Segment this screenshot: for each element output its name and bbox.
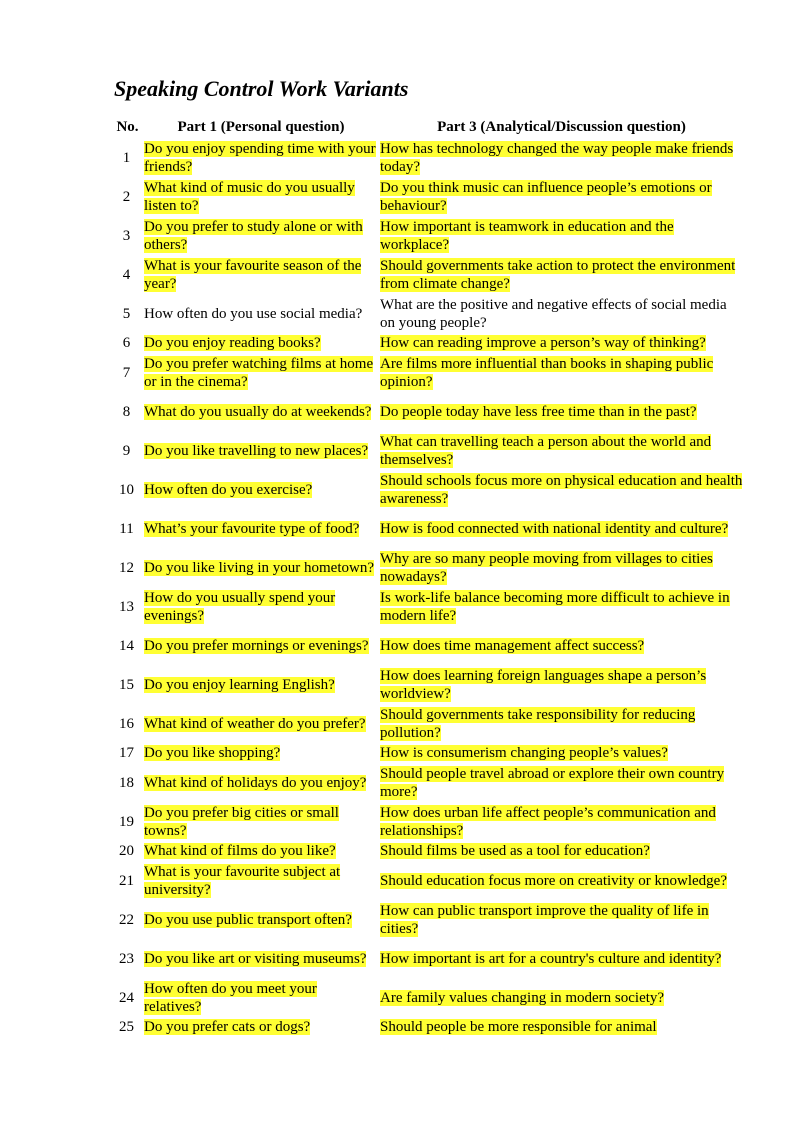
part3-cell xyxy=(379,587,744,626)
row-number: 4 xyxy=(122,266,131,283)
part3-question: Should people be more responsible for animal xyxy=(380,1019,657,1035)
part1-question: Do you prefer mornings or evenings? xyxy=(144,637,369,654)
row-number: 16 xyxy=(119,715,134,732)
part3-question: Should governments take responsibility for reducing pollution? xyxy=(380,706,696,741)
table-row xyxy=(112,704,744,743)
part3-question: How important is teamwork in education and the workplace? xyxy=(380,218,674,253)
part1-question: Do you like art or visiting museums? xyxy=(144,950,367,967)
part1-cell xyxy=(143,978,379,1017)
part3-cell xyxy=(379,470,744,509)
part1-cell xyxy=(143,470,379,509)
table-row xyxy=(112,1017,744,1037)
part3-question: How is consumerism changing people’s values? xyxy=(380,745,668,761)
part1-question: What’s your favourite type of food? xyxy=(144,520,360,537)
part1-question: Do you enjoy spending time with your friends? xyxy=(144,140,376,175)
row-number: 7 xyxy=(122,364,131,381)
part3-cell xyxy=(379,216,744,255)
table-row xyxy=(112,939,744,978)
row-number: 25 xyxy=(119,1019,134,1035)
part1-question: What is your favourite subject at university? xyxy=(144,863,341,898)
part3-cell xyxy=(379,626,744,665)
part1-cell xyxy=(143,216,379,255)
part3-cell xyxy=(379,841,744,861)
table-row xyxy=(112,743,744,763)
table-row xyxy=(112,861,744,900)
part3-cell xyxy=(379,509,744,548)
part1-question: What kind of films do you like? xyxy=(144,843,336,859)
page-title: Speaking Control Work Variants xyxy=(114,76,409,101)
part3-question: Are films more influential than books in shaping public opinion? xyxy=(380,355,714,390)
part1-question: What kind of music do you usually listen to? xyxy=(144,179,355,214)
part3-cell xyxy=(379,861,744,900)
part1-question: Do you prefer big cities or small towns? xyxy=(144,804,339,839)
part1-question: How do you usually spend your evenings? xyxy=(144,589,336,624)
part1-cell xyxy=(143,509,379,548)
part3-question: How does urban life affect people’s communication and relationships? xyxy=(380,804,716,839)
table-row xyxy=(112,900,744,939)
part3-cell xyxy=(379,665,744,704)
row-number: 12 xyxy=(119,559,134,576)
table-row xyxy=(112,841,744,861)
part1-cell xyxy=(143,665,379,704)
part1-cell xyxy=(143,900,379,939)
row-number: 2 xyxy=(122,188,131,205)
table-row xyxy=(112,138,744,177)
part1-question: Do you prefer watching films at home or in the cinema? xyxy=(144,355,374,390)
part1-cell xyxy=(143,333,379,353)
table-row xyxy=(112,763,744,802)
row-number: 20 xyxy=(119,843,134,859)
part1-cell xyxy=(143,763,379,802)
part1-cell xyxy=(143,548,379,587)
table-row xyxy=(112,333,744,353)
row-number: 8 xyxy=(122,403,131,420)
part3-question: Should schools focus more on physical education and health awareness? xyxy=(380,472,743,507)
part3-cell xyxy=(379,333,744,353)
part3-cell xyxy=(379,704,744,743)
part3-question: Should people travel abroad or explore their own country more? xyxy=(380,765,725,800)
part3-cell xyxy=(379,900,744,939)
part3-cell xyxy=(379,939,744,978)
part1-question: How often do you meet your relatives? xyxy=(144,980,317,1015)
row-number: 6 xyxy=(122,335,131,351)
part3-question: Is work-life balance becoming more difficult to achieve in modern life? xyxy=(380,589,730,624)
part1-question: What kind of holidays do you enjoy? xyxy=(144,774,367,791)
part1-cell xyxy=(143,392,379,431)
row-number: 24 xyxy=(119,989,134,1006)
part1-question: Do you use public transport often? xyxy=(144,911,352,928)
table-row xyxy=(112,294,744,333)
part1-cell xyxy=(143,587,379,626)
table-row xyxy=(112,665,744,704)
part3-question: Are family values changing in modern society? xyxy=(380,989,665,1006)
part3-cell xyxy=(379,1017,744,1037)
part1-cell xyxy=(143,841,379,861)
part1-cell xyxy=(143,255,379,294)
table-row xyxy=(112,548,744,587)
part1-cell xyxy=(143,138,379,177)
part3-cell xyxy=(379,763,744,802)
row-number: 15 xyxy=(119,676,134,693)
part1-question: How often do you exercise? xyxy=(144,481,313,498)
part3-cell xyxy=(379,392,744,431)
part3-question: Do you think music can influence people’s emotions or behaviour? xyxy=(380,179,712,214)
table-row xyxy=(112,353,744,392)
part3-question: How is food connected with national identity and culture? xyxy=(380,520,729,537)
table-row xyxy=(112,626,744,665)
table-header-row xyxy=(112,116,744,138)
row-number: 23 xyxy=(119,950,134,967)
table-row xyxy=(112,470,744,509)
part3-cell xyxy=(379,431,744,470)
part1-question: Do you like living in your hometown? xyxy=(144,559,374,576)
header-no: No. xyxy=(116,118,139,135)
row-number: 9 xyxy=(122,442,131,459)
part3-question: How important is art for a country's culture and identity? xyxy=(380,950,722,967)
part3-cell xyxy=(379,743,744,763)
row-number: 21 xyxy=(119,872,134,889)
table-body xyxy=(112,138,744,1037)
part3-question: Do people today have less free time than in the past? xyxy=(380,403,697,420)
table-row xyxy=(112,431,744,470)
part3-cell xyxy=(379,353,744,392)
part3-question: How can public transport improve the quality of life in cities? xyxy=(380,902,709,937)
part1-question: What kind of weather do you prefer? xyxy=(144,715,366,732)
part3-question: How can reading improve a person’s way of thinking? xyxy=(380,335,706,351)
row-number: 5 xyxy=(122,305,131,322)
table-row xyxy=(112,978,744,1017)
part1-question: How often do you use social media? xyxy=(144,305,363,322)
table-row xyxy=(112,216,744,255)
variants-table xyxy=(112,116,744,1037)
part3-cell xyxy=(379,255,744,294)
row-number: 3 xyxy=(122,227,131,244)
table-row xyxy=(112,509,744,548)
row-number: 1 xyxy=(122,149,131,166)
table-row xyxy=(112,177,744,216)
part1-cell xyxy=(143,939,379,978)
part3-question: What are the positive and negative effects of social media on young people? xyxy=(380,296,727,331)
row-number: 10 xyxy=(119,481,134,498)
row-number: 13 xyxy=(119,598,134,615)
part1-cell xyxy=(143,431,379,470)
part1-cell xyxy=(143,294,379,333)
part1-question: Do you prefer cats or dogs? xyxy=(144,1019,311,1035)
part3-question: Why are so many people moving from villages to cities nowadays? xyxy=(380,550,713,585)
part1-question: Do you prefer to study alone or with others? xyxy=(144,218,363,253)
part3-cell xyxy=(379,177,744,216)
row-number: 11 xyxy=(119,520,134,537)
part1-question: What is your favourite season of the year? xyxy=(144,257,362,292)
part1-question: What do you usually do at weekends? xyxy=(144,403,372,420)
row-number: 19 xyxy=(119,813,134,830)
row-number: 22 xyxy=(119,911,134,928)
part1-cell xyxy=(143,1017,379,1037)
part3-cell xyxy=(379,978,744,1017)
part3-question: What can travelling teach a person about the world and themselves? xyxy=(380,433,712,468)
row-number: 14 xyxy=(119,637,134,654)
part3-question: Should films be used as a tool for education? xyxy=(380,843,650,859)
part3-cell xyxy=(379,802,744,841)
part1-question: Do you like travelling to new places? xyxy=(144,442,369,459)
part3-question: How does time management affect success? xyxy=(380,637,645,654)
part3-cell xyxy=(379,138,744,177)
part3-question: Should governments take action to protect the environment from climate change? xyxy=(380,257,736,292)
part1-cell xyxy=(143,353,379,392)
part1-cell xyxy=(143,802,379,841)
part1-cell xyxy=(143,177,379,216)
table-row xyxy=(112,587,744,626)
part3-cell xyxy=(379,548,744,587)
part3-question: How has technology changed the way people make friends today? xyxy=(380,140,734,175)
row-number: 18 xyxy=(119,774,134,791)
part1-question: Do you like shopping? xyxy=(144,745,281,761)
header-part3: Part 3 (Analytical/Discussion question) xyxy=(437,118,686,135)
part1-cell xyxy=(143,743,379,763)
part1-question: Do you enjoy reading books? xyxy=(144,335,321,351)
part1-cell xyxy=(143,704,379,743)
part1-question: Do you enjoy learning English? xyxy=(144,676,335,693)
row-number: 17 xyxy=(119,745,134,761)
part3-cell xyxy=(379,294,744,333)
table-row xyxy=(112,802,744,841)
header-part1: Part 1 (Personal question) xyxy=(177,118,345,135)
part3-question: How does learning foreign languages shape a person’s worldview? xyxy=(380,667,707,702)
part1-cell xyxy=(143,861,379,900)
table-row xyxy=(112,255,744,294)
part3-question: Should education focus more on creativity or knowledge? xyxy=(380,872,727,889)
part1-cell xyxy=(143,626,379,665)
table-row xyxy=(112,392,744,431)
